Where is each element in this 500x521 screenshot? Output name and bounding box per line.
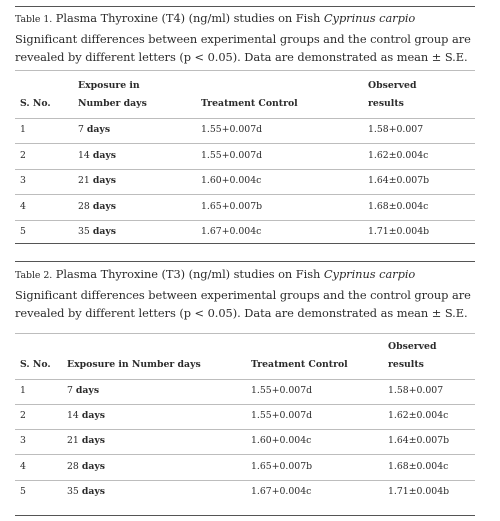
days-unit: days: [92, 226, 116, 237]
table-cell-sno: 3: [20, 435, 26, 447]
table-cell-observed: 1.64±0.007b: [368, 175, 430, 186]
table-cell-observed: 1.71±0.004b: [388, 485, 450, 497]
table1-caption-label: Table 1.: [15, 14, 53, 25]
table2-caption-text-2: Significant differences between experimental groups and the control group are revealed by different letters (p < 0.05). Data are demonstrated as mean ± S.E.: [15, 287, 471, 320]
table2-header-top-rule: [15, 333, 475, 334]
days-number: 14: [67, 410, 79, 422]
table-cell-sno: 1: [20, 385, 26, 396]
days-number: 7: [78, 124, 84, 135]
days-unit: days: [81, 435, 105, 447]
table1-header-bottom-rule: [15, 118, 475, 119]
days-unit: days: [86, 124, 111, 135]
days-unit: days: [81, 460, 105, 472]
days-number: 21: [78, 175, 90, 186]
table-cell-exposure-days: [78, 149, 116, 163]
days-unit: days: [81, 410, 105, 422]
table1-header-observed-line2: results: [368, 98, 404, 109]
table-cell-treatment: 1.60+0.004c: [251, 435, 312, 447]
table-cell-exposure-days: [67, 460, 105, 474]
table-cell-exposure-days: [78, 123, 110, 137]
table-cell-observed: 1.68±0.004c: [368, 200, 429, 212]
table1-header-treatment: Treatment Control: [201, 98, 298, 109]
days-unit: days: [92, 149, 116, 161]
table1-header-observed-line1: Observed: [368, 80, 417, 91]
days-number: 35: [67, 485, 79, 497]
days-unit: days: [92, 200, 116, 212]
table1-caption-text: Plasma Thyroxine (T4) (ng/ml) studies on Fish: [52, 11, 324, 25]
table2-header-exposure: Exposure in Number days: [67, 359, 201, 370]
days-number: 7: [67, 385, 73, 396]
days-number: 21: [67, 435, 79, 447]
table-cell-observed: 1.71±0.004b: [368, 226, 430, 237]
row-divider: [15, 404, 475, 405]
days-unit: days: [81, 485, 105, 497]
table-cell-exposure-days: [67, 434, 105, 448]
table-cell-treatment: 1.55+0.007d: [201, 124, 263, 135]
row-divider: [15, 429, 475, 430]
table-cell-sno: 5: [20, 485, 26, 497]
table-cell-sno: 4: [20, 200, 26, 212]
table-cell-exposure-days: [67, 485, 105, 499]
table-cell-sno: 3: [20, 175, 26, 186]
table1-top-rule: [15, 6, 475, 7]
table-cell-observed: 1.58+0.007: [388, 385, 444, 396]
table-cell-treatment: 1.65+0.007b: [201, 200, 263, 212]
days-number: 28: [67, 460, 79, 472]
table2-top-rule: [15, 261, 475, 262]
table-cell-treatment: 1.67+0.004c: [251, 485, 312, 497]
days-number: 14: [78, 149, 90, 161]
table-cell-treatment: 1.60+0.004c: [201, 175, 262, 186]
table-cell-sno: 4: [20, 460, 26, 472]
table2-caption-species: Cyprinus carpio: [323, 267, 416, 281]
row-divider: [15, 220, 475, 221]
table2-header-sno: S. No.: [20, 359, 51, 370]
table-cell-exposure-days: [78, 225, 116, 239]
days-number: 28: [78, 200, 90, 212]
table1-header-exposure-line2: Number days: [78, 98, 147, 109]
row-divider: [15, 143, 475, 144]
table1-header-top-rule: [15, 70, 475, 71]
table1-header-sno: S. No.: [20, 98, 51, 109]
table-cell-treatment: 1.65+0.007b: [251, 460, 313, 472]
table-cell-exposure-days: [78, 174, 116, 188]
table-cell-sno: 5: [20, 226, 26, 237]
row-divider: [15, 194, 475, 195]
table2-caption: [15, 265, 475, 323]
table2-bottom-rule: [15, 515, 475, 516]
table-cell-treatment: 1.55+0.007d: [201, 149, 263, 161]
table-cell-exposure-days: [67, 384, 99, 398]
table2-caption-label: Table 2.: [15, 270, 53, 281]
table-cell-observed: 1.64±0.007b: [388, 435, 450, 447]
table2-header-observed-line1: Observed: [388, 341, 437, 352]
table-cell-observed: 1.62±0.004c: [368, 149, 429, 161]
table-cell-observed: 1.58+0.007: [368, 124, 424, 135]
table-cell-treatment: 1.55+0.007d: [251, 385, 313, 396]
table-cell-sno: 2: [20, 149, 26, 161]
table-cell-treatment: 1.67+0.004c: [201, 226, 262, 237]
table-cell-observed: 1.62±0.004c: [388, 410, 449, 422]
days-unit: days: [92, 175, 116, 186]
table-cell-treatment: 1.55+0.007d: [251, 410, 313, 422]
table2-header-observed-line2: results: [388, 359, 424, 370]
table2-header-treatment: Treatment Control: [251, 359, 348, 370]
table-cell-sno: 1: [20, 124, 26, 135]
table1-bottom-rule: [15, 243, 475, 244]
row-divider: [15, 169, 475, 170]
days-unit: days: [75, 385, 100, 396]
row-divider: [15, 480, 475, 481]
table-cell-observed: 1.68±0.004c: [388, 460, 449, 472]
table2-header-bottom-rule: [15, 379, 475, 380]
table-cell-exposure-days: [67, 409, 105, 423]
table1-caption-text-2: Significant differences between experimental groups and the control group are revealed by different letters (p < 0.05). Data are demonstrated as mean ± S.E.: [15, 31, 471, 64]
table-cell-sno: 2: [20, 410, 26, 422]
table1-header-exposure-line1: Exposure in: [78, 80, 140, 91]
table1-caption-species: Cyprinus carpio: [323, 11, 416, 25]
days-number: 35: [78, 226, 90, 237]
table-cell-exposure-days: [78, 200, 116, 214]
row-divider: [15, 454, 475, 455]
table2-caption-text: Plasma Thyroxine (T3) (ng/ml) studies on Fish: [52, 267, 324, 281]
table1-caption: [15, 9, 475, 67]
